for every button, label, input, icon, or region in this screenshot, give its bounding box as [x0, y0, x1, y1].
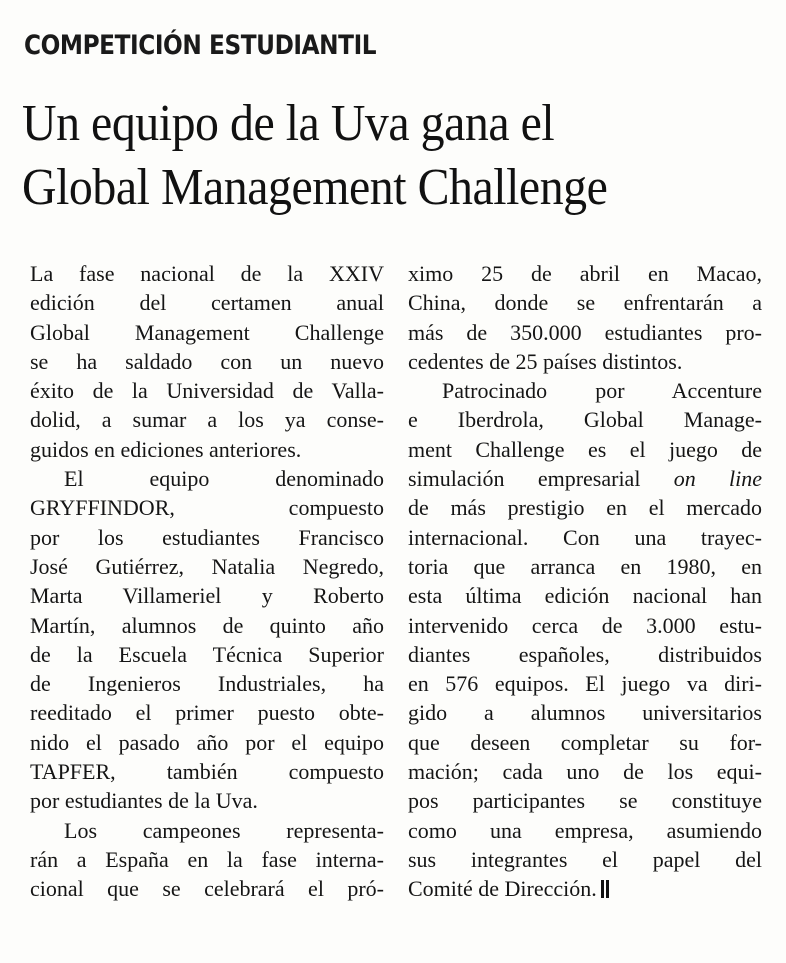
text-line: Marta Villameriel y Roberto	[30, 583, 384, 609]
text-line: edición del certamen anual	[30, 290, 384, 316]
text-line: ment Challenge es el juego de	[408, 436, 762, 462]
italic-term: on line	[673, 466, 762, 492]
left-column	[30, 259, 384, 904]
text-line: Global Management Challenge	[30, 319, 384, 345]
text-line: ximo 25 de abril en Macao,	[408, 261, 762, 286]
text-line: por estudiantes de la Uva.	[30, 788, 258, 814]
text-line: cional que se celebrará el pró-	[30, 876, 384, 902]
text-line: internacional. Con una trayec-	[408, 524, 762, 550]
text-line: China, donde se enfrentarán a	[408, 290, 762, 316]
text-line: por los estudiantes Francisco	[30, 524, 384, 550]
text-line: reeditado el primer puesto obte-	[30, 700, 384, 726]
headline-line-2: Global Management Challenge	[22, 159, 608, 216]
text-line-final	[408, 874, 762, 903]
text-line: que deseen completar su for-	[408, 729, 762, 755]
text-line: de Ingenieros Industriales, ha	[30, 671, 384, 697]
text-line: sus integrantes el papel del	[408, 846, 762, 872]
text-line: El equipo denominado	[64, 466, 384, 492]
headline	[22, 92, 721, 220]
text-line: José Gutiérrez, Natalia Negredo,	[30, 553, 384, 579]
text-line: TAPFER, también compuesto	[30, 759, 384, 785]
text-line: pos participantes se constituye	[408, 788, 762, 814]
text-line: dolid, a sumar a los ya conse-	[30, 407, 384, 433]
text-line: rán a España en la fase interna-	[30, 846, 384, 872]
text-line: gido a alumnos universitarios	[408, 700, 762, 726]
text-line: La fase nacional de la XXIV	[30, 261, 384, 286]
right-column	[408, 259, 762, 904]
text-line: de la Escuela Técnica Superior	[30, 641, 384, 667]
text-line: esta última edición nacional han	[408, 583, 762, 609]
text-line: e Iberdrola, Global Manage-	[408, 407, 762, 433]
text-fragment: simulación empresarial	[408, 466, 674, 492]
text-line: más de 350.000 estudiantes pro-	[408, 319, 762, 345]
text-fragment: Comité de Dirección.	[408, 876, 597, 902]
text-line: GRYFFINDOR, compuesto	[30, 495, 384, 521]
text-line: cedentes de 25 países distintos.	[408, 348, 683, 374]
section-kicker: COMPETICIÓN ESTUDIANTIL	[24, 30, 377, 61]
text-line: guidos en ediciones anteriores.	[30, 436, 302, 462]
text-line: Martín, alumnos de quinto año	[30, 612, 384, 638]
text-line-with-italic	[408, 464, 762, 493]
text-line: toria que arranca en 1980, en	[408, 553, 762, 579]
text-line: como una empresa, asumiendo	[408, 817, 762, 843]
text-line: nido el pasado año por el equipo	[30, 729, 384, 755]
text-line: de más prestigio en el mercado	[408, 495, 762, 521]
text-line: intervenido cerca de 3.000 estu-	[408, 612, 762, 638]
headline-line-1: Un equipo de la Uva gana el	[22, 95, 555, 152]
text-line: mación; cada uno de los equi-	[408, 759, 762, 785]
text-line: diantes españoles, distribuidos	[408, 641, 762, 667]
end-of-article-mark-icon	[601, 880, 604, 898]
text-line: éxito de la Universidad de Valla-	[30, 378, 384, 404]
text-line: Los campeones representa-	[64, 817, 384, 843]
text-line: Patrocinado por Accenture	[442, 378, 762, 404]
text-line: en 576 equipos. El juego va diri-	[408, 671, 762, 697]
text-line: se ha saldado con un nuevo	[30, 348, 384, 374]
